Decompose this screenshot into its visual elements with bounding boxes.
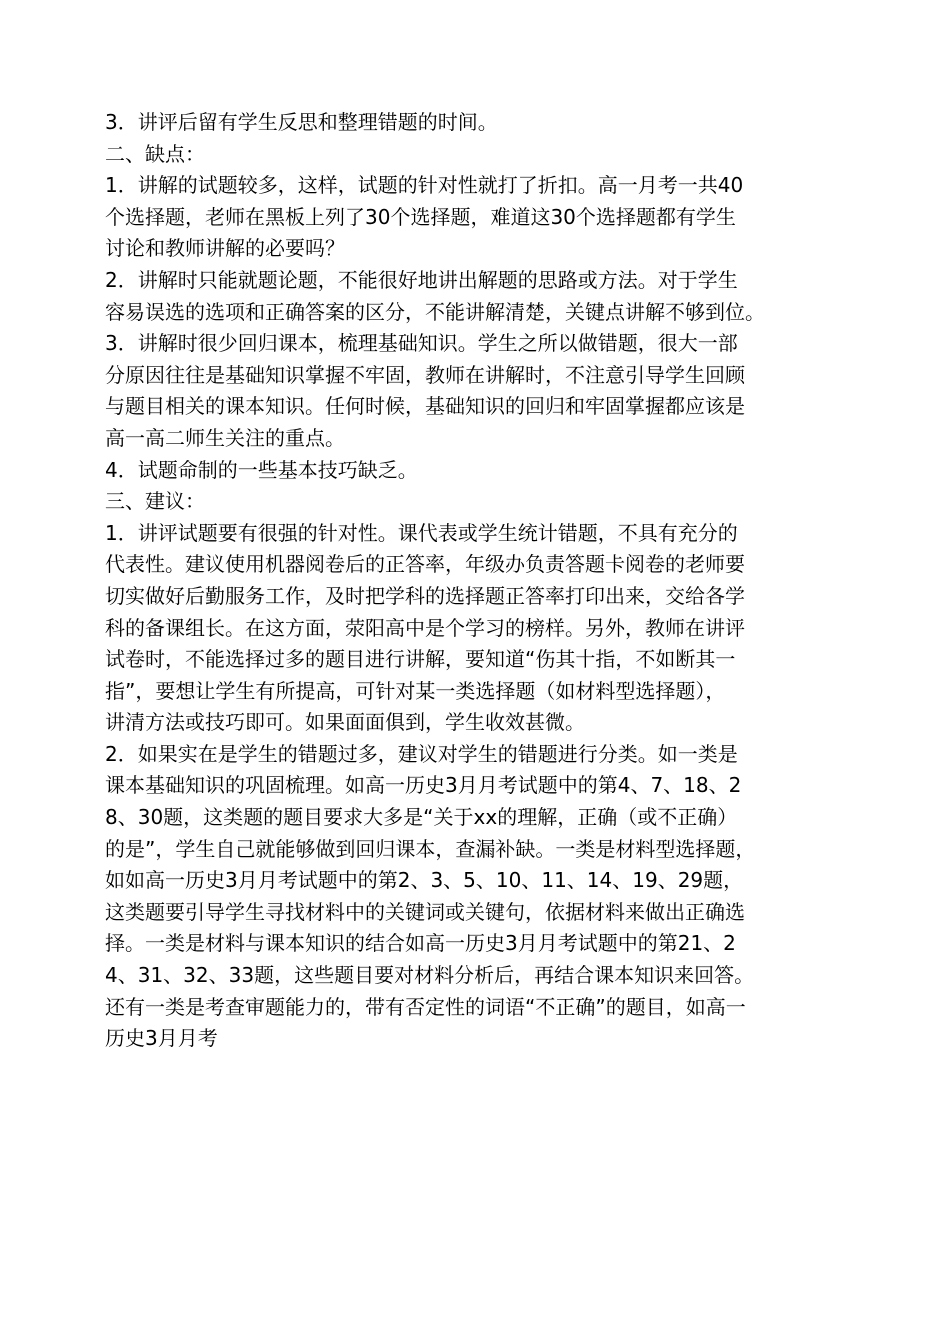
text-line: 择。一类是材料与课本知识的结合如高一历史3月月考试题中的第21、2 <box>105 931 736 956</box>
text-line: 3．讲解时很少回归课本，梳理基础知识。学生之所以做错题，很大一部 <box>105 331 738 356</box>
text-line: 1．讲解的试题较多，这样，试题的针对性就打了折扣。高一月考一共40 <box>105 173 744 198</box>
text-line: 个选择题，老师在黑板上列了30个选择题，难道这30个选择题都有学生 <box>105 204 736 229</box>
text-line: 试卷时，不能选择过多的题目进行讲解，要知道“伤其十指，不如断其一 <box>105 647 736 672</box>
text-line: 3．讲评后留有学生反思和整理错题的时间。 <box>105 110 498 134</box>
text-line: 高一高二师生关注的重点。 <box>105 425 345 450</box>
section-heading-shortcomings: 二、缺点： <box>105 141 205 166</box>
text-line: 历史3月月考 <box>105 1026 218 1051</box>
text-line: 1．讲评试题要有很强的针对性。课代表或学生统计错题，不具有充分的 <box>105 520 738 545</box>
text-line: 容易误选的选项和正确答案的区分，不能讲解清楚，关键点讲解不够到位。 <box>105 299 765 324</box>
text-line: 的是”，学生自己就能够做到回归课本，查漏补缺。一类是材料型选择题， <box>105 836 756 861</box>
text-line: 这类题要引导学生寻找材料中的关键词或关键句，依据材料来做出正确选 <box>105 899 745 924</box>
text-line: 课本基础知识的巩固梳理。如高一历史3月月考试题中的第4、7、18、2 <box>105 773 742 798</box>
text-line: 讨论和教师讲解的必要吗？ <box>105 236 345 261</box>
text-line: 2．讲解时只能就题论题，不能很好地讲出解题的思路或方法。对于学生 <box>105 267 738 292</box>
text-line: 2．如果实在是学生的错题过多，建议对学生的错题进行分类。如一类是 <box>105 741 738 766</box>
text-line: 与题目相关的课本知识。任何时候，基础知识的回归和牢固掌握都应该是 <box>105 394 745 419</box>
text-line: 指”，要想让学生有所提高，可针对某一类选择题（如材料型选择题）， <box>105 678 726 703</box>
document-body <box>105 107 895 1055</box>
text-line: 4、31、32、33题，这些题目要对材料分析后，再结合课本知识来回答。 <box>105 963 755 988</box>
text-line: 4．试题命制的一些基本技巧缺乏。 <box>105 457 418 482</box>
text-line: 讲清方法或技巧即可。如果面面俱到，学生收效甚微。 <box>105 710 585 735</box>
text-line: 科的备课组长。在这方面，荥阳高中是个学习的榜样。另外，教师在讲评 <box>105 615 745 640</box>
text-line: 代表性。建议使用机器阅卷后的正答率，年级办负责答题卡阅卷的老师要 <box>105 552 745 577</box>
text-line: 分原因往往是基础知识掌握不牢固，教师在讲解时，不注意引导学生回顾 <box>105 362 745 387</box>
section-heading-suggestions: 三、建议： <box>105 489 205 514</box>
text-line: 如如高一历史3月月考试题中的第2、3、5、10、11、14、19、29题， <box>105 868 744 893</box>
text-line: 切实做好后勤服务工作，及时把学科的选择题正答率打印出来，交给各学 <box>105 583 745 608</box>
text-line: 8、30题，这类题的题目要求大多是“关于xx的理解，正确（或不正确） <box>105 805 738 830</box>
text-line: 还有一类是考查审题能力的，带有否定性的词语“不正确”的题目，如高一 <box>105 994 746 1019</box>
